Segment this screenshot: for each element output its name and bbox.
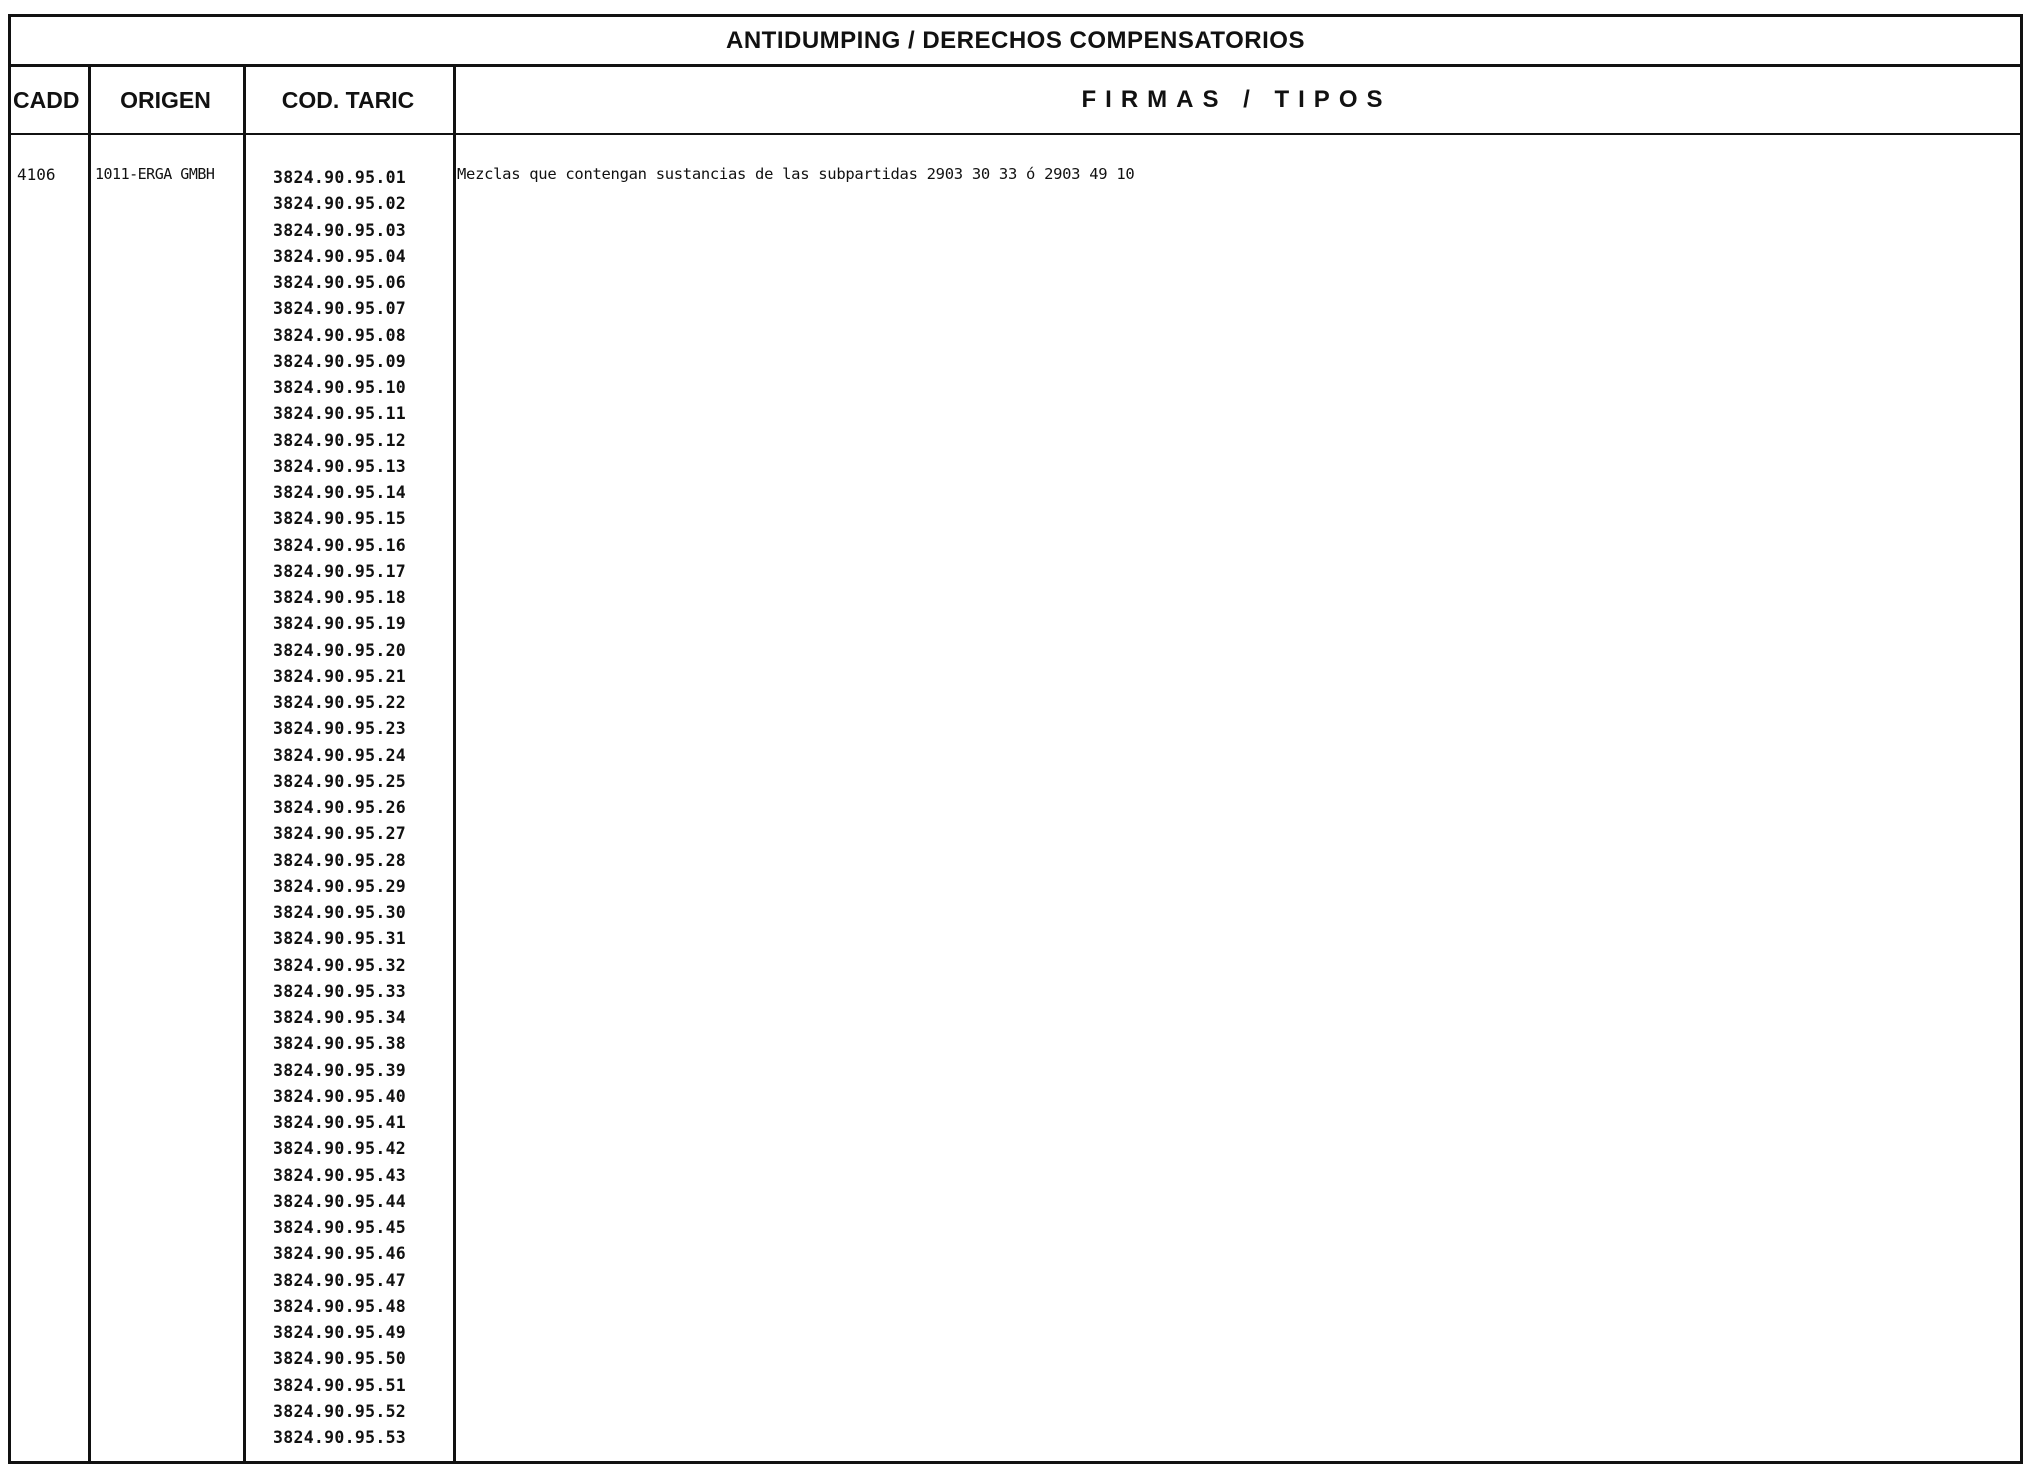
page-title: ANTIDUMPING / DERECHOS COMPENSATORIOS [726,26,1305,54]
taric-code-item: 3824.90.95.23 [273,719,407,739]
table-row [11,135,2020,1461]
taric-code-item: 3824.90.95.15 [273,509,407,529]
cell-origen: 1011-ERGA GMBH [95,165,215,183]
taric-code-item: 3824.90.95.04 [273,246,407,266]
taric-code-item: 3824.90.95.24 [273,745,407,765]
taric-code-item: 3824.90.95.21 [273,666,407,686]
taric-code-item: 3824.90.95.06 [273,273,407,292]
taric-code-item: 3824.90.95.01 [273,168,407,187]
taric-code-item: 3824.90.95.29 [273,876,407,896]
taric-code-item: 3824.90.95.20 [273,640,407,660]
column-header-cod-taric: COD. TARIC [281,86,415,113]
taric-code-item: 3824.90.95.43 [273,1165,407,1185]
column-header-origen: ORIGEN [120,86,211,113]
taric-code-item: 3824.90.95.38 [273,1034,407,1054]
title-bar [11,17,2020,67]
table-header [11,67,2020,135]
taric-code-item: 3824.90.95.12 [273,430,407,450]
taric-code-item: 3824.90.95.39 [273,1060,407,1080]
column-header-cadd: CADD [13,86,80,113]
taric-code-item: 3824.90.95.10 [273,378,407,397]
taric-code-item: 3824.90.95.52 [273,1401,407,1421]
cell-cadd: 4106 [17,165,56,184]
taric-code-item: 3824.90.95.02 [273,194,407,214]
document-frame [8,14,2023,1464]
taric-code-item: 3824.90.95.30 [273,903,407,922]
taric-code-item: 3824.90.95.22 [273,693,407,712]
taric-code-item: 3824.90.95.25 [273,771,407,791]
taric-code-item: 3824.90.95.27 [273,824,407,844]
taric-code-item: 3824.90.95.03 [273,220,407,240]
taric-code-item: 3824.90.95.46 [273,1244,407,1264]
taric-code-item: 3824.90.95.42 [273,1139,407,1159]
taric-code-item: 3824.90.95.32 [273,955,407,975]
taric-code-item: 3824.90.95.47 [273,1270,407,1290]
taric-code-item: 3824.90.95.28 [273,850,407,870]
taric-code-item: 3824.90.95.51 [273,1375,407,1395]
taric-code-item: 3824.90.95.11 [273,404,407,424]
taric-code-item: 3824.90.95.53 [273,1428,407,1447]
cell-firmas-description: Mezclas que contengan sustancias de las subpartidas 2903 30 33 ó 2903 49 10 [457,165,1135,183]
column-header-firmas-tipos: FIRMAS / TIPOS [1081,86,1392,113]
taric-code-item: 3824.90.95.07 [273,299,407,319]
taric-code-item: 3824.90.95.09 [273,351,407,371]
taric-code-item: 3824.90.95.44 [273,1191,407,1211]
taric-code-item: 3824.90.95.13 [273,456,407,476]
taric-code-item: 3824.90.95.49 [273,1323,407,1342]
taric-code-item: 3824.90.95.16 [273,535,407,555]
taric-code-item: 3824.90.95.33 [273,981,407,1001]
taric-code-item: 3824.90.95.18 [273,588,407,607]
taric-code-list [273,165,406,1451]
taric-code-item: 3824.90.95.40 [273,1086,407,1106]
taric-code-item: 3824.90.95.48 [273,1296,407,1316]
taric-code-item: 3824.90.95.17 [273,561,407,581]
taric-code-item: 3824.90.95.19 [273,614,407,634]
taric-code-item: 3824.90.95.45 [273,1218,407,1237]
taric-code-item: 3824.90.95.31 [273,929,407,949]
taric-code-item: 3824.90.95.41 [273,1113,407,1132]
taric-code-item: 3824.90.95.34 [273,1008,407,1027]
taric-code-item: 3824.90.95.26 [273,798,407,817]
taric-code-item: 3824.90.95.08 [273,325,407,345]
taric-code-item: 3824.90.95.14 [273,483,407,502]
taric-code-item: 3824.90.95.50 [273,1349,407,1369]
